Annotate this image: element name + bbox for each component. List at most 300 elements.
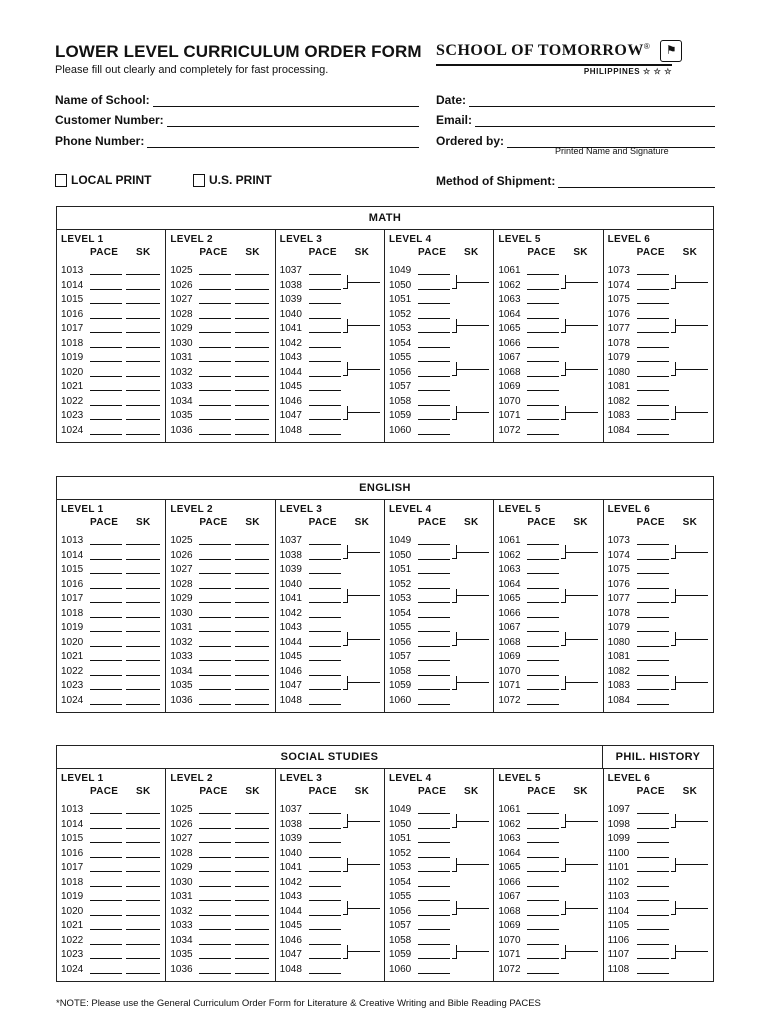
- pace-qty-line[interactable]: [199, 289, 231, 290]
- us-print-checkbox[interactable]: [193, 174, 205, 187]
- sk-qty-line[interactable]: [126, 390, 160, 391]
- pace-qty-line[interactable]: [527, 689, 559, 690]
- sk-qty-line[interactable]: [126, 900, 160, 901]
- sk-qty-line[interactable]: [457, 821, 489, 822]
- pace-qty-line[interactable]: [637, 602, 669, 603]
- sk-qty-line[interactable]: [126, 573, 160, 574]
- sk-qty-line[interactable]: [126, 274, 160, 275]
- pace-qty-line[interactable]: [90, 958, 122, 959]
- pace-qty-line[interactable]: [637, 274, 669, 275]
- pace-qty-line[interactable]: [418, 886, 450, 887]
- sk-qty-line[interactable]: [126, 376, 160, 377]
- pace-qty-line[interactable]: [90, 675, 122, 676]
- sk-qty-line[interactable]: [235, 361, 269, 362]
- pace-qty-line[interactable]: [90, 617, 122, 618]
- pace-qty-line[interactable]: [90, 828, 122, 829]
- sk-qty-line[interactable]: [676, 821, 708, 822]
- name-of-school-line[interactable]: [153, 95, 419, 107]
- sk-qty-line[interactable]: [676, 682, 708, 683]
- sk-qty-line[interactable]: [457, 951, 489, 952]
- sk-qty-line[interactable]: [126, 813, 160, 814]
- pace-qty-line[interactable]: [199, 689, 231, 690]
- sk-qty-line[interactable]: [126, 958, 160, 959]
- pace-qty-line[interactable]: [637, 857, 669, 858]
- pace-qty-line[interactable]: [90, 842, 122, 843]
- pace-qty-line[interactable]: [637, 944, 669, 945]
- pace-qty-line[interactable]: [637, 390, 669, 391]
- sk-qty-line[interactable]: [235, 900, 269, 901]
- pace-qty-line[interactable]: [199, 303, 231, 304]
- sk-qty-line[interactable]: [235, 347, 269, 348]
- sk-qty-line[interactable]: [126, 929, 160, 930]
- sk-qty-line[interactable]: [126, 434, 160, 435]
- phone-number-line[interactable]: [147, 136, 419, 148]
- sk-qty-line[interactable]: [235, 390, 269, 391]
- sk-qty-line[interactable]: [676, 282, 708, 283]
- sk-qty-line[interactable]: [566, 682, 598, 683]
- pace-qty-line[interactable]: [199, 900, 231, 901]
- pace-qty-line[interactable]: [418, 376, 450, 377]
- sk-qty-line[interactable]: [126, 588, 160, 589]
- sk-qty-line[interactable]: [235, 944, 269, 945]
- pace-qty-line[interactable]: [418, 900, 450, 901]
- pace-qty-line[interactable]: [418, 573, 450, 574]
- sk-qty-line[interactable]: [235, 318, 269, 319]
- pace-qty-line[interactable]: [637, 573, 669, 574]
- sk-qty-line[interactable]: [126, 289, 160, 290]
- sk-qty-line[interactable]: [235, 660, 269, 661]
- pace-qty-line[interactable]: [309, 303, 341, 304]
- sk-qty-line[interactable]: [126, 646, 160, 647]
- sk-qty-line[interactable]: [235, 857, 269, 858]
- sk-qty-line[interactable]: [126, 347, 160, 348]
- pace-qty-line[interactable]: [90, 390, 122, 391]
- pace-qty-line[interactable]: [199, 646, 231, 647]
- pace-qty-line[interactable]: [90, 332, 122, 333]
- sk-qty-line[interactable]: [235, 958, 269, 959]
- pace-qty-line[interactable]: [90, 915, 122, 916]
- sk-qty-line[interactable]: [348, 412, 380, 413]
- pace-qty-line[interactable]: [527, 915, 559, 916]
- pace-qty-line[interactable]: [637, 973, 669, 974]
- pace-qty-line[interactable]: [527, 900, 559, 901]
- sk-qty-line[interactable]: [235, 419, 269, 420]
- pace-qty-line[interactable]: [90, 434, 122, 435]
- pace-qty-line[interactable]: [527, 390, 559, 391]
- pace-qty-line[interactable]: [527, 886, 559, 887]
- pace-qty-line[interactable]: [199, 274, 231, 275]
- pace-qty-line[interactable]: [418, 857, 450, 858]
- sk-qty-line[interactable]: [126, 828, 160, 829]
- pace-qty-line[interactable]: [637, 434, 669, 435]
- pace-qty-line[interactable]: [90, 573, 122, 574]
- sk-qty-line[interactable]: [126, 660, 160, 661]
- sk-qty-line[interactable]: [126, 675, 160, 676]
- pace-qty-line[interactable]: [527, 419, 559, 420]
- pace-qty-line[interactable]: [637, 405, 669, 406]
- pace-qty-line[interactable]: [90, 973, 122, 974]
- pace-qty-line[interactable]: [199, 347, 231, 348]
- sk-qty-line[interactable]: [676, 412, 708, 413]
- pace-qty-line[interactable]: [309, 900, 341, 901]
- pace-qty-line[interactable]: [418, 631, 450, 632]
- pace-qty-line[interactable]: [199, 675, 231, 676]
- pace-qty-line[interactable]: [199, 915, 231, 916]
- sk-qty-line[interactable]: [126, 857, 160, 858]
- pace-qty-line[interactable]: [418, 915, 450, 916]
- pace-qty-line[interactable]: [199, 588, 231, 589]
- pace-qty-line[interactable]: [637, 559, 669, 560]
- pace-qty-line[interactable]: [90, 704, 122, 705]
- pace-qty-line[interactable]: [527, 871, 559, 872]
- pace-qty-line[interactable]: [418, 347, 450, 348]
- pace-qty-line[interactable]: [199, 434, 231, 435]
- pace-qty-line[interactable]: [199, 332, 231, 333]
- sk-qty-line[interactable]: [235, 704, 269, 705]
- pace-qty-line[interactable]: [309, 871, 341, 872]
- pace-qty-line[interactable]: [90, 631, 122, 632]
- sk-qty-line[interactable]: [235, 813, 269, 814]
- pace-qty-line[interactable]: [309, 405, 341, 406]
- pace-qty-line[interactable]: [199, 704, 231, 705]
- pace-qty-line[interactable]: [309, 376, 341, 377]
- pace-qty-line[interactable]: [637, 929, 669, 930]
- pace-qty-line[interactable]: [637, 617, 669, 618]
- pace-qty-line[interactable]: [309, 842, 341, 843]
- pace-qty-line[interactable]: [418, 289, 450, 290]
- pace-qty-line[interactable]: [199, 602, 231, 603]
- pace-qty-line[interactable]: [418, 434, 450, 435]
- sk-qty-line[interactable]: [126, 617, 160, 618]
- pace-qty-line[interactable]: [90, 303, 122, 304]
- pace-qty-line[interactable]: [309, 944, 341, 945]
- sk-qty-line[interactable]: [348, 951, 380, 952]
- pace-qty-line[interactable]: [90, 588, 122, 589]
- pace-qty-line[interactable]: [637, 588, 669, 589]
- sk-qty-line[interactable]: [348, 325, 380, 326]
- pace-qty-line[interactable]: [637, 318, 669, 319]
- sk-qty-line[interactable]: [126, 419, 160, 420]
- pace-qty-line[interactable]: [527, 318, 559, 319]
- pace-qty-line[interactable]: [637, 675, 669, 676]
- pace-qty-line[interactable]: [418, 813, 450, 814]
- pace-qty-line[interactable]: [90, 347, 122, 348]
- sk-qty-line[interactable]: [348, 369, 380, 370]
- customer-number-line[interactable]: [167, 115, 419, 127]
- pace-qty-line[interactable]: [527, 631, 559, 632]
- pace-qty-line[interactable]: [418, 871, 450, 872]
- sk-qty-line[interactable]: [235, 289, 269, 290]
- pace-qty-line[interactable]: [199, 886, 231, 887]
- email-field[interactable]: [436, 113, 715, 127]
- pace-qty-line[interactable]: [199, 929, 231, 930]
- pace-qty-line[interactable]: [527, 944, 559, 945]
- sk-qty-line[interactable]: [457, 682, 489, 683]
- pace-qty-line[interactable]: [637, 660, 669, 661]
- pace-qty-line[interactable]: [199, 857, 231, 858]
- sk-qty-line[interactable]: [235, 274, 269, 275]
- sk-qty-line[interactable]: [126, 886, 160, 887]
- pace-qty-line[interactable]: [90, 376, 122, 377]
- sk-qty-line[interactable]: [676, 864, 708, 865]
- pace-qty-line[interactable]: [637, 631, 669, 632]
- pace-qty-line[interactable]: [527, 376, 559, 377]
- pace-qty-line[interactable]: [527, 361, 559, 362]
- pace-qty-line[interactable]: [637, 842, 669, 843]
- sk-qty-line[interactable]: [126, 544, 160, 545]
- pace-qty-line[interactable]: [637, 332, 669, 333]
- pace-qty-line[interactable]: [418, 929, 450, 930]
- pace-qty-line[interactable]: [90, 289, 122, 290]
- pace-qty-line[interactable]: [199, 842, 231, 843]
- pace-qty-line[interactable]: [418, 689, 450, 690]
- pace-qty-line[interactable]: [199, 318, 231, 319]
- pace-qty-line[interactable]: [527, 842, 559, 843]
- pace-qty-line[interactable]: [418, 303, 450, 304]
- pace-qty-line[interactable]: [309, 588, 341, 589]
- pace-qty-line[interactable]: [90, 689, 122, 690]
- sk-qty-line[interactable]: [566, 639, 598, 640]
- sk-qty-line[interactable]: [235, 915, 269, 916]
- sk-qty-line[interactable]: [566, 325, 598, 326]
- sk-qty-line[interactable]: [235, 675, 269, 676]
- sk-qty-line[interactable]: [235, 588, 269, 589]
- pace-qty-line[interactable]: [527, 675, 559, 676]
- pace-qty-line[interactable]: [527, 828, 559, 829]
- pace-qty-line[interactable]: [418, 958, 450, 959]
- sk-qty-line[interactable]: [126, 842, 160, 843]
- pace-qty-line[interactable]: [527, 958, 559, 959]
- sk-qty-line[interactable]: [126, 704, 160, 705]
- pace-qty-line[interactable]: [527, 434, 559, 435]
- pace-qty-line[interactable]: [637, 419, 669, 420]
- pace-qty-line[interactable]: [309, 958, 341, 959]
- pace-qty-line[interactable]: [199, 828, 231, 829]
- pace-qty-line[interactable]: [309, 274, 341, 275]
- pace-qty-line[interactable]: [309, 559, 341, 560]
- pace-qty-line[interactable]: [418, 704, 450, 705]
- sk-qty-line[interactable]: [676, 369, 708, 370]
- sk-qty-line[interactable]: [457, 908, 489, 909]
- pace-qty-line[interactable]: [418, 274, 450, 275]
- pace-qty-line[interactable]: [527, 303, 559, 304]
- sk-qty-line[interactable]: [348, 908, 380, 909]
- pace-qty-line[interactable]: [199, 973, 231, 974]
- sk-qty-line[interactable]: [457, 552, 489, 553]
- sk-qty-line[interactable]: [235, 405, 269, 406]
- pace-qty-line[interactable]: [637, 915, 669, 916]
- method-of-shipment-line[interactable]: [558, 176, 715, 188]
- sk-qty-line[interactable]: [348, 595, 380, 596]
- sk-qty-line[interactable]: [566, 552, 598, 553]
- pace-qty-line[interactable]: [199, 813, 231, 814]
- sk-qty-line[interactable]: [235, 929, 269, 930]
- pace-qty-line[interactable]: [637, 871, 669, 872]
- sk-qty-line[interactable]: [457, 639, 489, 640]
- pace-qty-line[interactable]: [527, 588, 559, 589]
- pace-qty-line[interactable]: [637, 376, 669, 377]
- sk-qty-line[interactable]: [235, 871, 269, 872]
- pace-qty-line[interactable]: [90, 944, 122, 945]
- pace-qty-line[interactable]: [418, 646, 450, 647]
- pace-qty-line[interactable]: [527, 332, 559, 333]
- pace-qty-line[interactable]: [637, 813, 669, 814]
- pace-qty-line[interactable]: [90, 274, 122, 275]
- pace-qty-line[interactable]: [309, 646, 341, 647]
- pace-qty-line[interactable]: [309, 602, 341, 603]
- pace-qty-line[interactable]: [90, 886, 122, 887]
- us-print-option[interactable]: [193, 173, 272, 187]
- sk-qty-line[interactable]: [235, 303, 269, 304]
- pace-qty-line[interactable]: [90, 419, 122, 420]
- method-of-shipment-field[interactable]: [436, 174, 715, 188]
- pace-qty-line[interactable]: [199, 559, 231, 560]
- pace-qty-line[interactable]: [309, 390, 341, 391]
- sk-qty-line[interactable]: [457, 325, 489, 326]
- pace-qty-line[interactable]: [418, 660, 450, 661]
- sk-qty-line[interactable]: [566, 595, 598, 596]
- pace-qty-line[interactable]: [637, 828, 669, 829]
- pace-qty-line[interactable]: [199, 573, 231, 574]
- pace-qty-line[interactable]: [418, 390, 450, 391]
- local-print-checkbox[interactable]: [55, 174, 67, 187]
- pace-qty-line[interactable]: [527, 704, 559, 705]
- sk-qty-line[interactable]: [566, 908, 598, 909]
- sk-qty-line[interactable]: [126, 559, 160, 560]
- pace-qty-line[interactable]: [199, 544, 231, 545]
- pace-qty-line[interactable]: [309, 544, 341, 545]
- pace-qty-line[interactable]: [309, 573, 341, 574]
- sk-qty-line[interactable]: [235, 828, 269, 829]
- pace-qty-line[interactable]: [199, 631, 231, 632]
- pace-qty-line[interactable]: [90, 857, 122, 858]
- sk-qty-line[interactable]: [348, 821, 380, 822]
- sk-qty-line[interactable]: [235, 973, 269, 974]
- pace-qty-line[interactable]: [199, 361, 231, 362]
- sk-qty-line[interactable]: [676, 325, 708, 326]
- pace-qty-line[interactable]: [418, 332, 450, 333]
- date-line[interactable]: [469, 95, 715, 107]
- pace-qty-line[interactable]: [309, 289, 341, 290]
- pace-qty-line[interactable]: [418, 602, 450, 603]
- pace-qty-line[interactable]: [418, 405, 450, 406]
- pace-qty-line[interactable]: [418, 559, 450, 560]
- pace-qty-line[interactable]: [527, 617, 559, 618]
- pace-qty-line[interactable]: [418, 973, 450, 974]
- sk-qty-line[interactable]: [126, 361, 160, 362]
- pace-qty-line[interactable]: [309, 689, 341, 690]
- sk-qty-line[interactable]: [566, 821, 598, 822]
- pace-qty-line[interactable]: [309, 973, 341, 974]
- sk-qty-line[interactable]: [126, 944, 160, 945]
- pace-qty-line[interactable]: [637, 347, 669, 348]
- sk-qty-line[interactable]: [126, 318, 160, 319]
- sk-qty-line[interactable]: [235, 617, 269, 618]
- email-line[interactable]: [475, 115, 715, 127]
- sk-qty-line[interactable]: [457, 412, 489, 413]
- pace-qty-line[interactable]: [637, 303, 669, 304]
- pace-qty-line[interactable]: [90, 559, 122, 560]
- pace-qty-line[interactable]: [527, 660, 559, 661]
- sk-qty-line[interactable]: [126, 303, 160, 304]
- sk-qty-line[interactable]: [235, 842, 269, 843]
- pace-qty-line[interactable]: [309, 631, 341, 632]
- sk-qty-line[interactable]: [348, 864, 380, 865]
- sk-qty-line[interactable]: [566, 412, 598, 413]
- sk-qty-line[interactable]: [566, 951, 598, 952]
- sk-qty-line[interactable]: [126, 689, 160, 690]
- pace-qty-line[interactable]: [637, 704, 669, 705]
- pace-qty-line[interactable]: [527, 289, 559, 290]
- sk-qty-line[interactable]: [348, 682, 380, 683]
- pace-qty-line[interactable]: [309, 660, 341, 661]
- pace-qty-line[interactable]: [637, 886, 669, 887]
- sk-qty-line[interactable]: [235, 434, 269, 435]
- sk-qty-line[interactable]: [126, 973, 160, 974]
- pace-qty-line[interactable]: [418, 675, 450, 676]
- sk-qty-line[interactable]: [235, 376, 269, 377]
- sk-qty-line[interactable]: [676, 595, 708, 596]
- customer-number-field[interactable]: [55, 113, 419, 127]
- sk-qty-line[interactable]: [676, 908, 708, 909]
- pace-qty-line[interactable]: [90, 871, 122, 872]
- sk-qty-line[interactable]: [235, 689, 269, 690]
- pace-qty-line[interactable]: [309, 813, 341, 814]
- pace-qty-line[interactable]: [90, 544, 122, 545]
- sk-qty-line[interactable]: [235, 573, 269, 574]
- name-of-school-field[interactable]: [55, 93, 419, 107]
- pace-qty-line[interactable]: [637, 289, 669, 290]
- pace-qty-line[interactable]: [527, 405, 559, 406]
- pace-qty-line[interactable]: [199, 871, 231, 872]
- sk-qty-line[interactable]: [126, 871, 160, 872]
- sk-qty-line[interactable]: [566, 282, 598, 283]
- sk-qty-line[interactable]: [126, 631, 160, 632]
- pace-qty-line[interactable]: [418, 361, 450, 362]
- pace-qty-line[interactable]: [309, 886, 341, 887]
- sk-qty-line[interactable]: [126, 405, 160, 406]
- sk-qty-line[interactable]: [566, 369, 598, 370]
- pace-qty-line[interactable]: [309, 434, 341, 435]
- pace-qty-line[interactable]: [309, 828, 341, 829]
- pace-qty-line[interactable]: [199, 660, 231, 661]
- pace-qty-line[interactable]: [527, 857, 559, 858]
- pace-qty-line[interactable]: [527, 559, 559, 560]
- pace-qty-line[interactable]: [309, 704, 341, 705]
- pace-qty-line[interactable]: [527, 274, 559, 275]
- sk-qty-line[interactable]: [348, 552, 380, 553]
- pace-qty-line[interactable]: [309, 617, 341, 618]
- sk-qty-line[interactable]: [457, 595, 489, 596]
- pace-qty-line[interactable]: [309, 915, 341, 916]
- sk-qty-line[interactable]: [676, 552, 708, 553]
- pace-qty-line[interactable]: [637, 958, 669, 959]
- sk-qty-line[interactable]: [126, 332, 160, 333]
- pace-qty-line[interactable]: [637, 646, 669, 647]
- sk-qty-line[interactable]: [126, 915, 160, 916]
- sk-qty-line[interactable]: [348, 282, 380, 283]
- sk-qty-line[interactable]: [457, 369, 489, 370]
- pace-qty-line[interactable]: [309, 419, 341, 420]
- sk-qty-line[interactable]: [457, 864, 489, 865]
- pace-qty-line[interactable]: [637, 544, 669, 545]
- pace-qty-line[interactable]: [527, 573, 559, 574]
- pace-qty-line[interactable]: [199, 419, 231, 420]
- pace-qty-line[interactable]: [527, 544, 559, 545]
- pace-qty-line[interactable]: [90, 602, 122, 603]
- pace-qty-line[interactable]: [637, 900, 669, 901]
- pace-qty-line[interactable]: [199, 390, 231, 391]
